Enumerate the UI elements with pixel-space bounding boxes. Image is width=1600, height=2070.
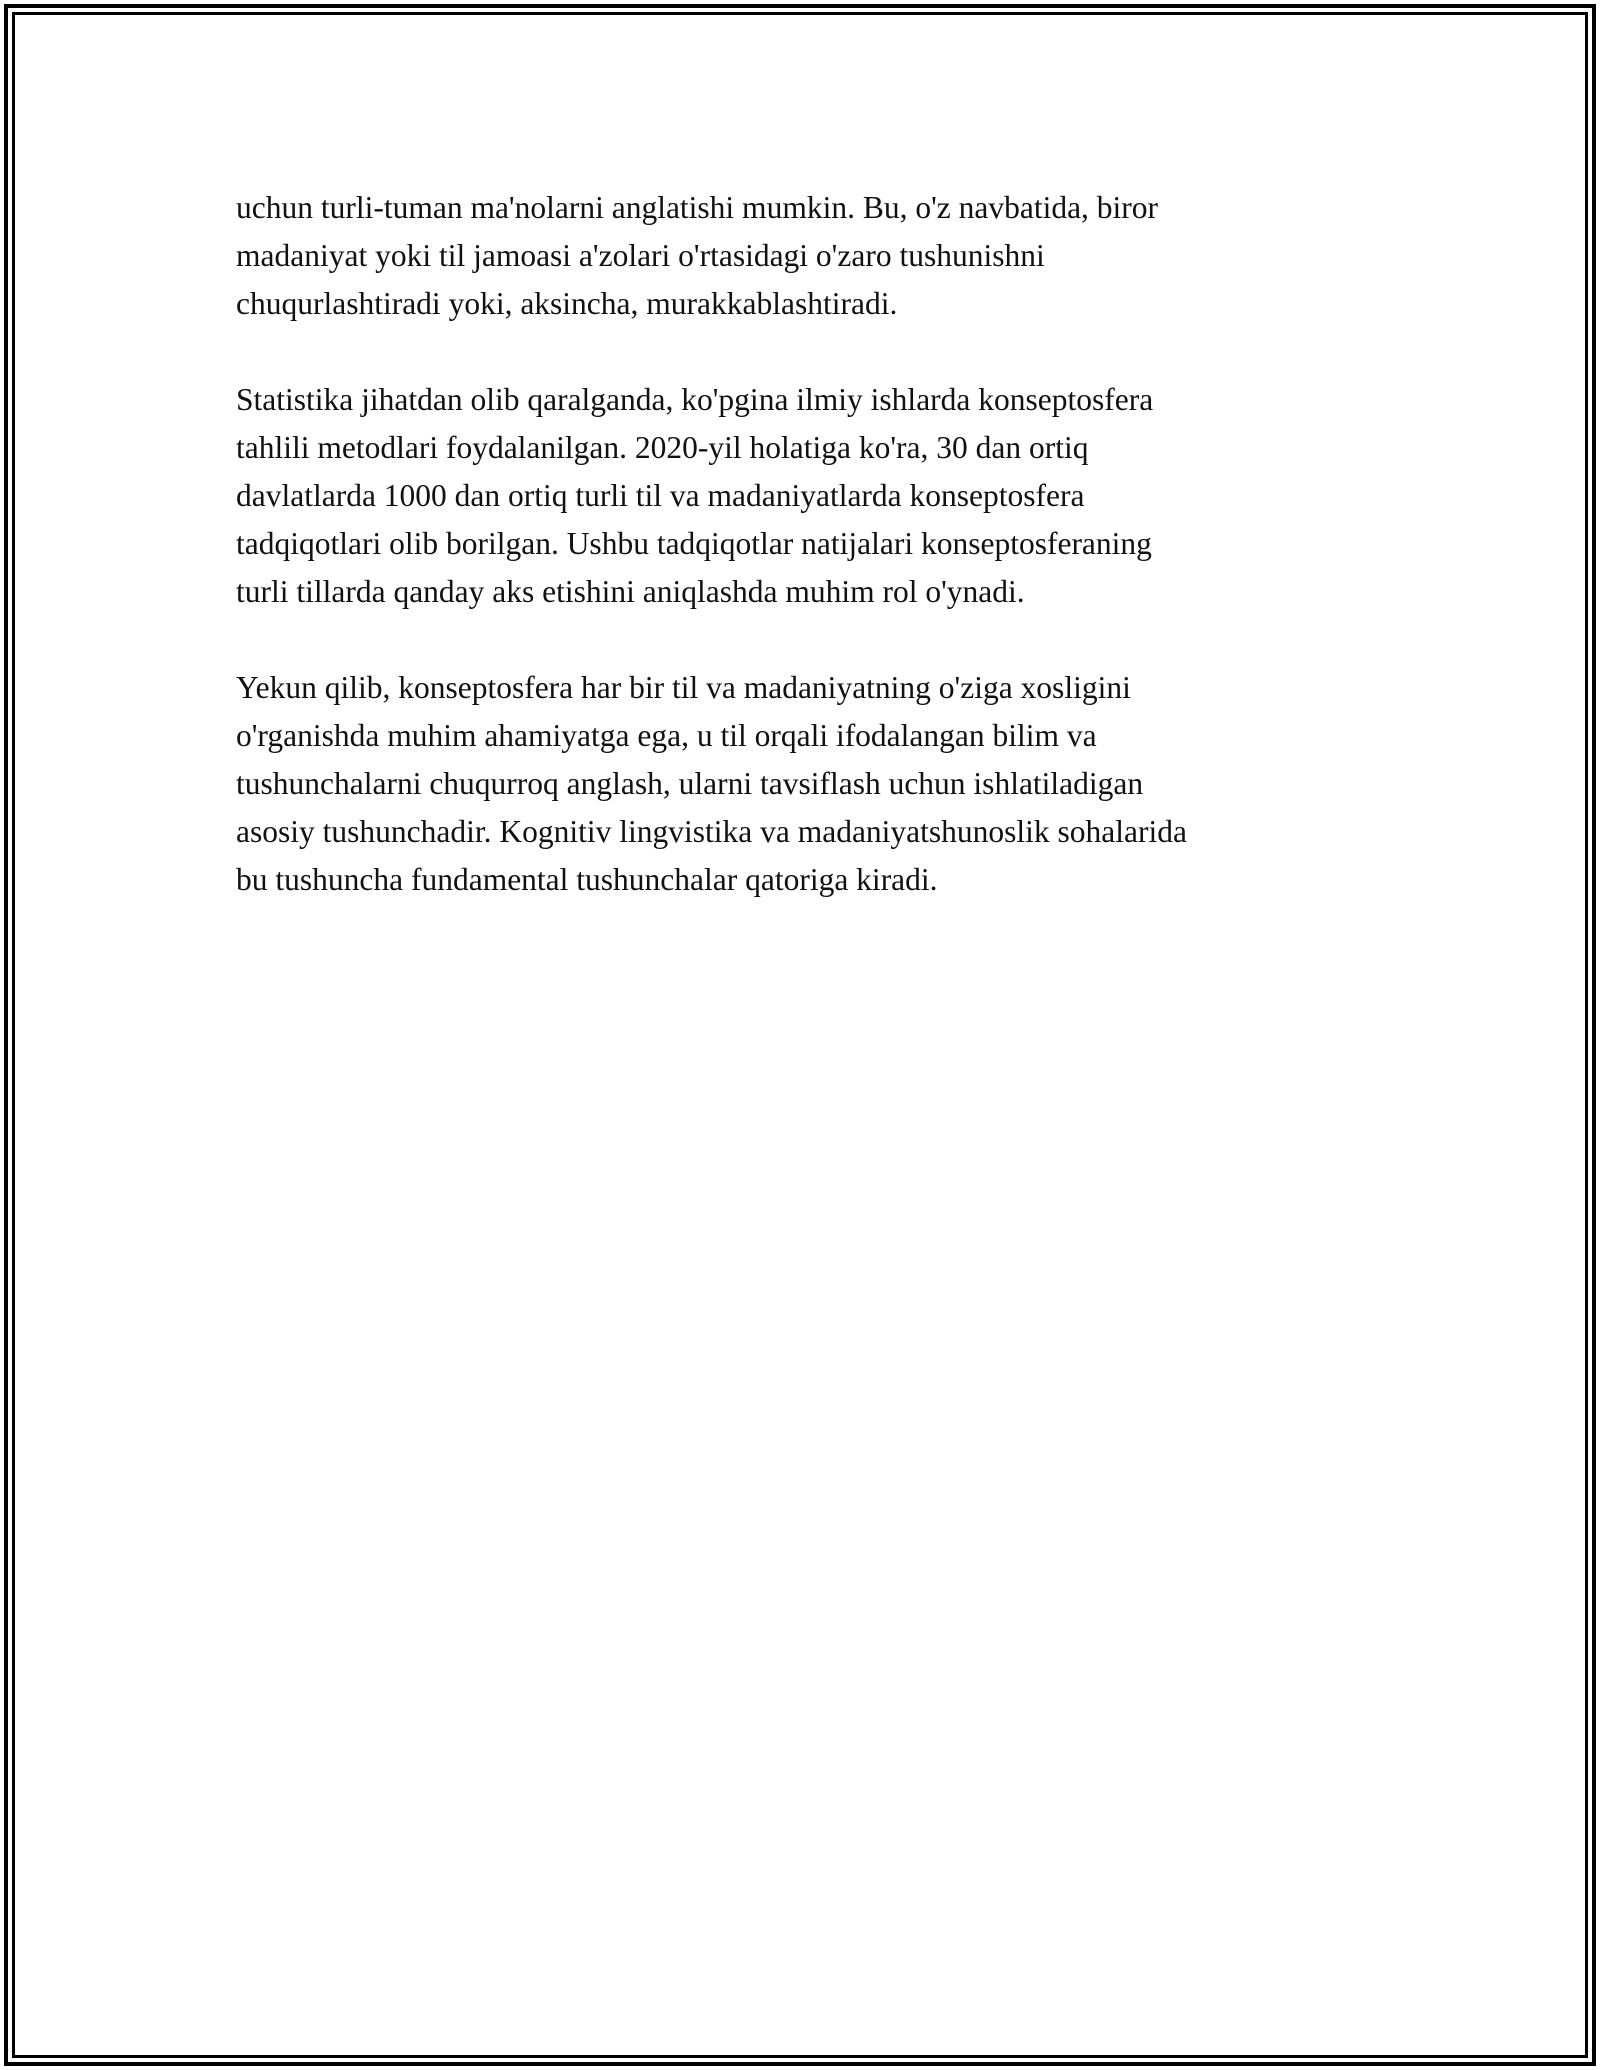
text-line: Yekun qilib, konseptosfera har bir til va madaniyatning o'ziga xosligini — [236, 670, 1131, 705]
text-line: bu tushuncha fundamental tushunchalar qatoriga kiradi. — [236, 862, 938, 897]
document-body — [236, 184, 1356, 952]
paragraph-3 — [236, 664, 1356, 904]
text-line: Statistika jihatdan olib qaralganda, ko'pgina ilmiy ishlarda konseptosfera — [236, 382, 1154, 417]
text-line: o'rganishda muhim ahamiyatga ega, u til orqali ifodalangan bilim va — [236, 718, 1097, 753]
paragraph-2 — [236, 376, 1356, 616]
text-line: tadqiqotlari olib borilgan. Ushbu tadqiqotlar natijalari konseptosferaning — [236, 526, 1152, 561]
text-line: chuqurlashtiradi yoki, aksincha, murakkablashtiradi. — [236, 286, 898, 321]
text-line: davlatlarda 1000 dan ortiq turli til va madaniyatlarda konseptosfera — [236, 478, 1085, 513]
paragraph-1 — [236, 184, 1356, 328]
text-line: turli tillarda qanday aks etishini aniqlashda muhim rol o'ynadi. — [236, 574, 1025, 609]
text-line: madaniyat yoki til jamoasi a'zolari o'rtasidagi o'zaro tushunishni — [236, 238, 1045, 273]
text-line: tushunchalarni chuqurroq anglash, ularni tavsiflash uchun ishlatiladigan — [236, 766, 1144, 801]
text-line: asosiy tushunchadir. Kognitiv lingvistika va madaniyatshunoslik sohalarida — [236, 814, 1187, 849]
text-line: tahlili metodlari foydalanilgan. 2020-yil holatiga ko'ra, 30 dan ortiq — [236, 430, 1089, 465]
text-line: uchun turli-tuman ma'nolarni anglatishi mumkin. Bu, o'z navbatida, biror — [236, 190, 1159, 225]
